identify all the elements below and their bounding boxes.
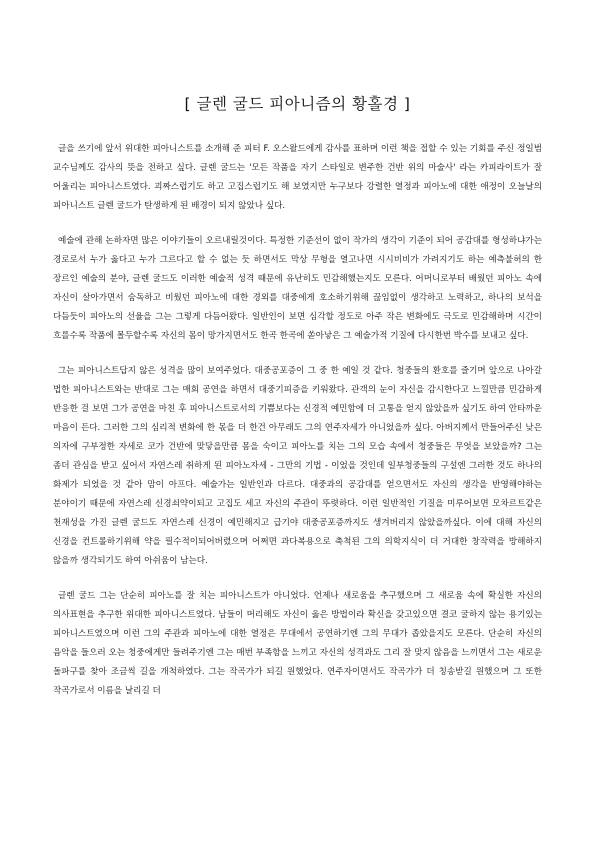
paragraph-3: 그는 피아니스트답지 않은 성격을 많이 보여주었다. 대중공포증이 그 중 한 예일 것 같다. 청중들의 환호를 즐기며 앞으로 나아갈 법한 피아니스트와는 반대로 그는 매회 공연을 하면서 대중기피증을 키워왔다. 관객의 눈이 자신을 감시한다고 느낄만큼 민감하게 반응한 걸 보면 그가 공연을 마친 후 피아니스트로서의 기쁨보다는 신경적 예민함에 더 고통을 얻지 않았을까 싶기도 하여 안타까운 마음이 든다. 그러한 그의 심리적 변화에 한 몫을 더 한건 아무래도 그의 연주자세가 아니었을까 싶다. 아버지께서 만들어주신 낮은 의자에 구부정한 자세로 코가 건반에 맞닿을만큼 몸을 숙이고 피아노를 치는 그의 모습 속에서 청중들은 무엇을 보았을까? 그는 좀더 관심을 받고 싶어서 자연스레 취하게 된 피아노자세 - 그만의 기법 - 이었을 것인데 일부청중들의 구설엔 그러한 것도 하나의 화제가 되었을 것 같아 맘이 아프다. 예술가는 일반인과 다르다. 대중과의 공감대를 얻으면서도 자신의 생각을 반영해야하는 분야이기 때문에 자연스레 신경쇠약이되고 고집도 세고 자신의 주관이 뚜렷하다. 이런 일반적인 기질을 미루어보면 모차르트같은 천재성을 가진 글렌 굴드도 자연스레 신경이 예민해지고 급기야 대중공포증까지도 생겨버리지 않았을까싶다. 이에 대해 자신의 신경을 컨트롤하기위해 약을 필수적이되어버렸으며 어쩌면 과다복용으로 축척된 그의 의학지식이 더 거대한 창작력을 방해하지 않을까 생각되기도 하여 아쉬움이 남는다.: [53, 366, 542, 566]
document-title: [ 글렌 굴드 피아니즘의 황홀경 ]: [184, 95, 411, 113]
paragraph-2: 예술에 관해 논하자면 많은 이야기들이 오르내릴것이다. 특정한 기준선이 없이 작가의 생각이 기준이 되어 공감대를 형성하냐가는 경로로서 누가 옳다고 누가 그르다고 할 수 없는 듯 하면서도 막상 무형을 열고나면 시시비비가 가려지기도 하는 예측불허의 한 장르인 예술의 분야, 글렌 굴드도 이러한 예술적 성격 때문에 유난히도 민감해했는지도 모른다. 어머니로부터 배웠던 피아노 속에 자신이 살아가면서 숨독하고 비웠던 피아노에 대한 경외를 대중에게 호소하기위해 끊임없이 생각하고 노력하고, 하나의 보석을 다듬듯이 피아노의 선율을 그는 그렇게 다듬어왔다. 일반인이 보면 심각할 정도로 아주 작은 변화에도 극도로 민감해하며 시간이 흐를수록 작품에 몰두할수록 자신의 몸이 망가지면서도 한곡 한곡에 쏟아낳은 그 예술가적 기질에 다시한번 박수를 보내고 싶다.: [53, 236, 542, 341]
paragraph-1: 글을 쓰기에 앞서 위대한 피아니스트를 소개해 준 피터 F. 오스왈드에게 감사를 표하며 이런 책을 접할 수 있는 기회를 주신 정일범 교수님께도 감사의 뜻을 전하고 싶다. 글렌 굴드는 '모든 작품을 자기 스타일로 변주한 건반 위의 마술사' 라는 카피라이트가 잘 어울리는 피아니스트였다. 괴짜스럽기도 하고 고집스럽기도 해 보였지만 누구보다 강렬한 열정과 피아노에 대한 애정이 오늘날의 피아니스트 글렌 굴드가 탄생하게 된 배경이 되지 않았나 싶다.: [53, 144, 542, 211]
paragraph-4: 글렌 굴드 그는 단순히 피아노를 잘 치는 피아니스트가 아니었다. 언제나 새로움을 추구했으며 그 새로움 속에 확실한 자신의 의사표현을 추구한 위대한 피아니스트였다. 남들이 머리해도 자신이 옳은 방법이라 확신을 갖고있으면 결코 굴하지 않는 용기있는 피아니스트였으며 이런 그의 주관과 피아노에 대한 열정은 무대에서 공연하기엔 그의 무대가 좁았을지도 모른다. 단순히 자신의 음악을 들으러 오는 청중에게만 들려주기엔 그는 매번 부족함을 느끼고 자신의 성격과도 그리 잘 맞지 않음을 느끼면서 그는 새로운 돌파구를 찾아 조금씩 길을 개척하였다. 그는 작곡가가 되길 원했었다. 연주자이면서도 작곡가가 더 칭송받길 원했으며 그 또한 작곡가로서 이름을 날리길 더: [53, 591, 542, 696]
